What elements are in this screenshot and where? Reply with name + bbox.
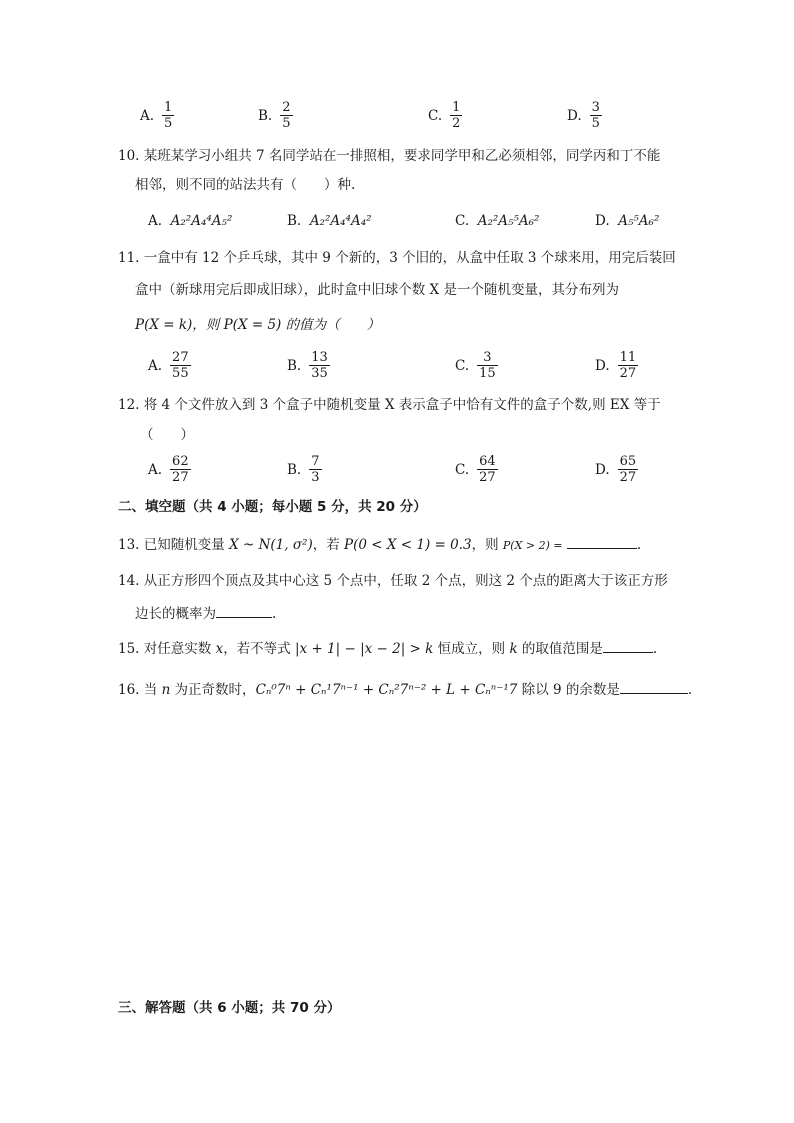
q11-option-d: D. $\frac{11}{27}$ (595, 350, 637, 381)
fraction: $\frac{65}{27}$ (619, 454, 637, 485)
q11-option-b: B. $\frac{13}{35}$ (287, 350, 328, 381)
section-3-heading: 三、解答题（共 6 小题；共 70 分） (118, 1000, 341, 1016)
fraction: $\frac{1}{2}$ (452, 100, 461, 131)
q10-line2: 相邻，则不同的站法共有（ ）种. (135, 177, 356, 193)
q10-line1: 10. 某班某学习小组共 7 名同学站在一排照相，要求同学甲和乙必须相邻，同学丙和丁不能 (118, 148, 661, 164)
fraction: $\frac{64}{27}$ (479, 454, 496, 485)
fraction: $\frac{1}{5}$ (164, 100, 173, 131)
q10-option-c: C. A₂²A₅⁵A₆² (455, 213, 540, 229)
fraction: $\frac{27}{55}$ (172, 350, 189, 381)
fraction: $\frac{3}{5}$ (591, 100, 600, 131)
q11-line2: 盒中（新球用完后即成旧球），此时盒中旧球个数 X 是一个随机变量，其分布列为 (135, 282, 619, 298)
q14-line1: 14. 从正方形四个顶点及其中心这 5 个点中，任取 2 个点，则这 2 个点的距离大于该正方形 (118, 573, 668, 589)
q9-option-a: A. $\frac{1}{5}$ (140, 100, 173, 131)
fraction: $\frac{2}{5}$ (282, 100, 291, 131)
fraction: $\frac{13}{35}$ (311, 350, 328, 381)
q12-option-a: A. $\frac{62}{27}$ (148, 454, 189, 485)
q10-option-d: D. A₅⁵A₆² (595, 213, 660, 229)
fraction: $\frac{7}{3}$ (311, 454, 320, 485)
q9-option-d: D. $\frac{3}{5}$ (567, 100, 600, 131)
q12-line1: 12. 将 4 个文件放入到 3 个盒子中随机变量 X 表示盒子中恰有文件的盒子个数,则 EX 等于 (118, 397, 661, 413)
q9-option-c: C. $\frac{1}{2}$ (428, 100, 461, 131)
fraction: $\frac{11}{27}$ (619, 350, 637, 381)
answer-blank[interactable] (620, 679, 688, 694)
q9-option-b: B. $\frac{2}{5}$ (258, 100, 291, 131)
q11-line1: 11. 一盒中有 12 个乒乓球，其中 9 个新的，3 个旧的，从盒中任取 3 个球来用，用完后装回 (118, 250, 676, 266)
q15: 15. 对任意实数 x，若不等式 |x + 1| − |x − 2| > k 恒成立，则 k 的取值范围是 . (118, 638, 657, 659)
q16: 16. 当 n 为正奇数时，Cₙ⁰7ⁿ + Cₙ¹7ⁿ⁻¹ + Cₙ²7ⁿ⁻² + L + Cₙⁿ⁻¹7 除以 9 的余数是 . (118, 679, 692, 700)
q10-option-b: B. A₂²A₄⁴A₄² (287, 213, 372, 229)
fraction: $\frac{3}{15}$ (479, 350, 496, 381)
q13: 13. 已知随机变量 X ~ N(1, σ²)，若 P(0 < X < 1) = 0.3，则 P(X > 2) = . (118, 534, 641, 556)
fraction: $\frac{62}{27}$ (172, 454, 189, 485)
section-2-heading: 二、填空题（共 4 小题；每小题 5 分，共 20 分） (118, 499, 427, 515)
q11-option-a: A. $\frac{27}{55}$ (148, 350, 189, 381)
q12-option-c: C. $\frac{64}{27}$ (455, 454, 496, 485)
answer-blank[interactable] (603, 638, 653, 653)
answer-blank[interactable] (216, 603, 272, 618)
q12-line2: （ ） (140, 427, 194, 443)
q11-line3: P(X = k)，则 P(X = 5) 的值为（ ） (135, 317, 381, 333)
answer-blank[interactable] (567, 534, 637, 549)
q14-line2: 边长的概率为 . (135, 603, 276, 624)
q12-option-d: D. $\frac{65}{27}$ (595, 454, 637, 485)
q11-option-c: C. $\frac{3}{15}$ (455, 350, 496, 381)
q10-option-a: A. A₂²A₄⁴A₅² (148, 213, 233, 229)
q12-option-b: B. $\frac{7}{3}$ (287, 454, 320, 485)
